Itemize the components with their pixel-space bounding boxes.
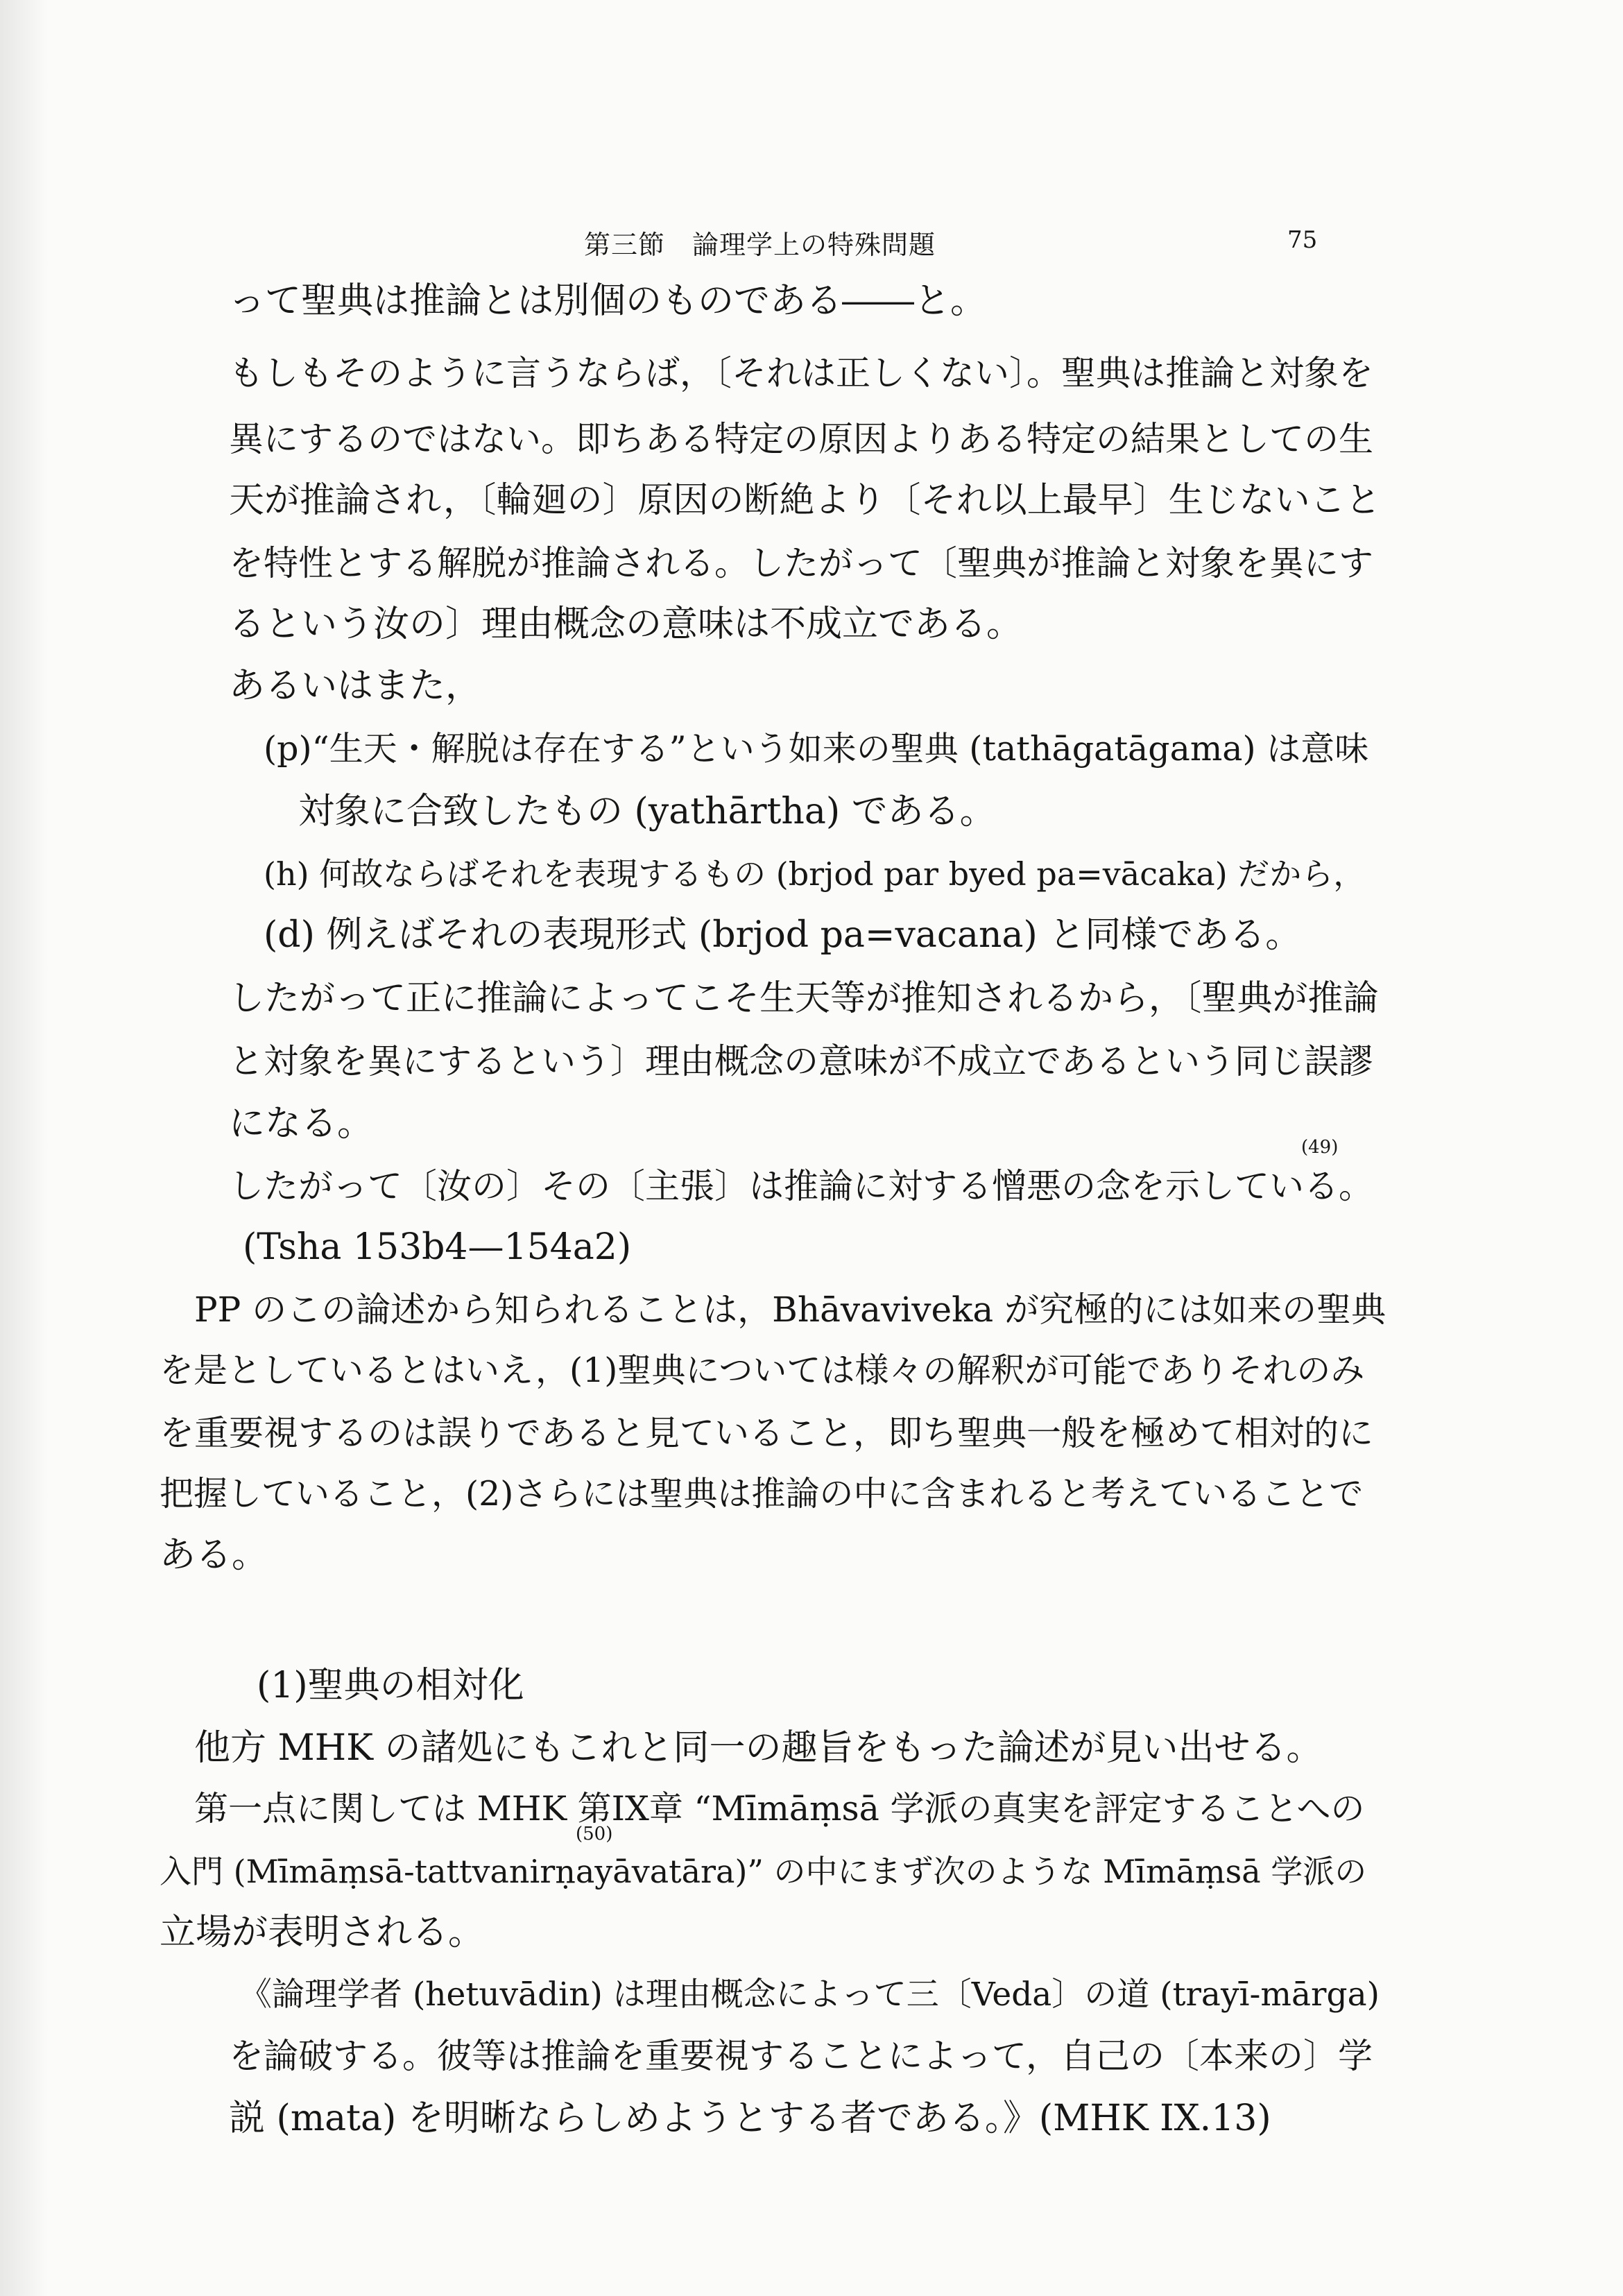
text-line: を特性とする解脱が推論される。したがって〔聖典が推論と対象を異にす — [229, 543, 1373, 583]
syllogism-reason: (h) 何故ならばそれを表現するもの (brjod par byed pa=vācaka) だから， — [264, 855, 1366, 893]
text-line: るという汝の〕理由概念の意味は不成立である。 — [229, 603, 1023, 645]
syllogism-example: (d) 例えばそれの表現形式 (brjod pa=vacana) と同様である。 — [264, 914, 1302, 956]
paragraph-line: を重要視するのは誤りであると見ていること，即ち聖典一般を極めて相対的に — [160, 1413, 1373, 1453]
paragraph-line: 第一点に関しては MHK 第IX章 “Mīmāṃsā 学派の真実を評定することへの — [194, 1789, 1365, 1828]
syllogism-proposition: (p)“生天・解脱は存在する”という如来の聖典 (tathāgatāgama) は意味 — [264, 729, 1369, 769]
paragraph-line: 入門 (Mīmāṃsā-tattvanirṇayāvatāra)” の中にまず次のような Mīmāṃsā 学派の — [160, 1853, 1367, 1890]
quote-line: 説 (mata) を明晰ならしめようとする者である。》(MHK IX.13) — [229, 2098, 1271, 2139]
paragraph-line: 立場が表明される。 — [160, 1912, 485, 1953]
text-line: と対象を異にするという〕理由概念の意味が不成立であるという同じ誤謬 — [229, 1041, 1373, 1081]
text-line: 異にするのではない。即ちある特定の原因よりある特定の結果としての生 — [229, 419, 1373, 459]
text-line: になる。 — [229, 1103, 374, 1145]
paragraph-line: 把握していること，(2)さらには聖典は推論の中に含まれると考えていることで — [160, 1474, 1364, 1514]
text-line: したがって正に推論によってこそ生天等が推知されるから，〔聖典が推論 — [229, 978, 1379, 1019]
paragraph-line: 他方 MHK の諸処にもこれと同一の趣旨をもった論述が見い出せる。 — [194, 1727, 1323, 1769]
text-line: 天が推論され，〔輪廻の〕原因の断絶より〔それ以上最早〕生じないこと — [229, 480, 1381, 521]
footnote-ref-49: (49) — [1301, 1137, 1339, 1158]
text-line: もしもそのように言うならば，〔それは正しくない〕。聖典は推論と対象を — [229, 353, 1373, 393]
running-title: 第三節 論理学上の特殊問題 — [584, 230, 936, 260]
page-number: 75 — [1287, 226, 1318, 254]
page-header — [0, 223, 1623, 265]
paragraph-line: を是としているとはいえ，(1)聖典については様々の解釈が可能でありそれのみ — [160, 1351, 1365, 1390]
syllogism-proposition-cont: 対象に合致したもの (yathārtha) である。 — [298, 791, 996, 832]
text-line: あるいはまた， — [229, 665, 482, 707]
citation: (Tsha 153b4—154a2) — [243, 1226, 632, 1268]
text-line: したがって〔汝の〕その〔主張〕は推論に対する憎悪の念を示している。 — [229, 1166, 1373, 1206]
quote-line: 《論理学者 (hetuvādin) は理由概念によって三〔Veda〕の道 (trayī-mārga) — [239, 1976, 1380, 2014]
footnote-ref-50: (50) — [576, 1824, 613, 1844]
text-line: って聖典は推論とは別個のものである――と。 — [229, 280, 987, 322]
scan-edge — [0, 0, 49, 2296]
quote-line: を論破する。彼等は推論を重要視することによって，自己の〔本来の〕学 — [229, 2036, 1373, 2076]
section-heading: (1)聖典の相対化 — [257, 1665, 524, 1706]
paragraph-line: ある。 — [160, 1534, 268, 1576]
paragraph-line: PP のこの論述から知られることは，Bhāvaviveka が究極的には如来の聖典 — [194, 1290, 1386, 1330]
